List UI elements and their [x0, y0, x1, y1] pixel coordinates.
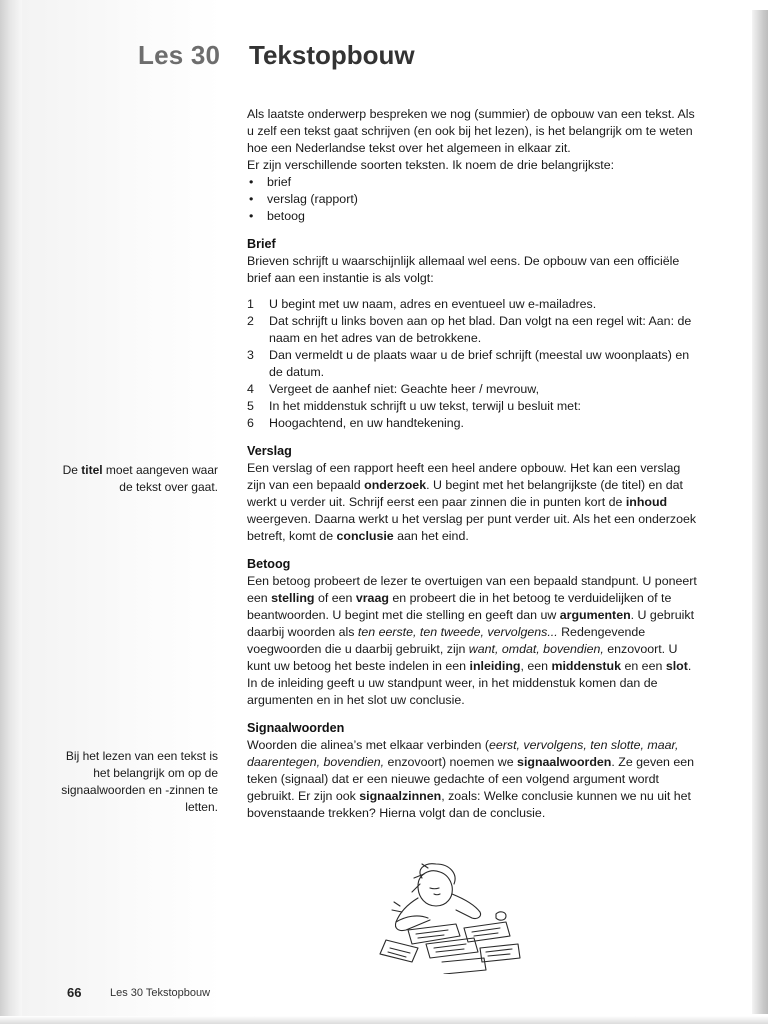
example-words: eerst, vervolgens, ten slotte, maar, daarentegen, bovendien,	[247, 738, 679, 769]
list-item	[247, 398, 697, 415]
keyword: signaalzinnen	[359, 789, 442, 803]
keyword: slot	[665, 659, 688, 673]
section-heading-verslag: Verslag	[247, 444, 292, 458]
list-item	[247, 296, 697, 313]
keyword: inleiding	[469, 659, 521, 673]
step-number: 5	[247, 399, 254, 413]
list-item	[247, 381, 697, 398]
step-number: 2	[247, 314, 254, 328]
intro-paragraph: Als laatste onderwerp bespreken we nog (summier) de opbouw van een tekst. Als u zelf een tekst gaat schrijven (en ook bij het lezen), is het belangrijk om te weten hoe een Nederlandse tekst over het algemeen in elkaar zit.	[247, 107, 695, 155]
list-item	[247, 415, 697, 432]
keyword: signaalwoorden	[517, 755, 612, 769]
keyword: argumenten	[559, 608, 631, 622]
list-item: • brief	[247, 174, 697, 191]
step-number: 1	[247, 297, 254, 311]
list-item: • betoog	[247, 208, 697, 225]
signaal-paragraph: Woorden die alinea’s met elkaar verbinden (eerst, vervolgens, ten slotte, maar, daarentegen, bovendien, enzovoort) noemen we signaalwoorden. Ze geven een teken (signaal) dat er een nieuwe gedachte of een volgend argument wordt gebruikt. Er zijn ook signaalzinnen, zoals: Welke conclusie kunnen we nu uit het bovenstaande trekken? Hierna volgt dan de conclusie.	[247, 738, 695, 820]
page-number: 66	[67, 985, 82, 1000]
step-text: Hoogachtend, en uw handtekening.	[269, 416, 464, 430]
lesson-number: Les 30	[138, 40, 221, 70]
verslag-paragraph: Een verslag of een rapport heeft een heel andere opbouw. Het kan een verslag zijn van een bepaald onderzoek. U begint met het belangrijkste (de titel) en dat werkt u verder uit. Schrijf eerst een paar zinnen die in punten kort de inhoud weergeven. Daarna werkt u het verslag per punt verder uit. Als het een onderzoek betreft, komt de conclusie aan het eind.	[247, 461, 697, 543]
keyword: vraag	[355, 591, 389, 605]
step-text: U begint met uw naam, adres en eventueel uw e-mailadres.	[269, 297, 597, 311]
keyword: onderzoek	[364, 478, 427, 492]
list-item	[247, 347, 697, 381]
step-number: 6	[247, 416, 254, 430]
keyword: conclusie	[336, 529, 394, 543]
step-text: Dan vermeldt u de plaats waar u de brief schrijft (meestal uw woonplaats) en de datum.	[269, 348, 690, 379]
example-words: ten eerste, ten tweede, vervolgens...	[357, 625, 558, 639]
brief-paragraph: Brieven schrijft u waarschijnlijk allemaal wel eens. De opbouw van een officiële brief aan een instantie is als volgt:	[247, 254, 680, 285]
student-reading-illustration	[378, 858, 546, 974]
text-types-list	[247, 174, 697, 225]
intro-lead: Er zijn verschillende soorten teksten. Ik noem de drie belangrijkste:	[247, 158, 615, 172]
brief-steps-list	[247, 296, 697, 432]
margin-shade	[22, 0, 222, 1024]
step-number: 4	[247, 382, 254, 396]
scan-shadow-right	[752, 10, 768, 1014]
list-item	[247, 313, 697, 347]
page-title: Tekstopbouw	[249, 40, 415, 70]
scan-shadow-left	[0, 0, 22, 1024]
section-heading-betoog: Betoog	[247, 557, 291, 571]
keyword: middenstuk	[551, 659, 622, 673]
example-words: want, omdat, bovendien,	[468, 642, 604, 656]
running-footer: Les 30 Tekstopbouw	[110, 987, 211, 999]
scan-shadow-bottom	[0, 1016, 768, 1024]
step-number: 3	[247, 348, 254, 362]
section-heading-signaalwoorden: Signaalwoorden	[247, 721, 345, 735]
step-text: Dat schrijft u links boven aan op het blad. Dan volgt na een regel wit: Aan: de naam en het adres van de betrokkene.	[269, 314, 692, 345]
main-text-column	[247, 106, 697, 822]
step-text: In het middenstuk schrijft u uw tekst, terwijl u besluit met:	[269, 399, 581, 413]
betoog-paragraph: Een betoog probeert de lezer te overtuigen van een bepaald standpunt. U poneert een stelling of een vraag en probeert die in het betoog te verduidelijken of te beantwoorden. U begint met die stelling en geeft dan uw argumenten. U gebruikt daarbij woorden als ten eerste, ten tweede, vervolgens... Redengevende voegwoorden die u daarbij gebruikt, zijn want, omdat, bovendien, enzovoort. U kunt uw betoog het beste indelen in een inleiding, een middenstuk en een slot. In de inleiding geeft u uw standpunt weer, in het middenstuk komen dan de argumenten en in het slot uw conclusie.	[247, 574, 697, 707]
keyword: stelling	[271, 591, 315, 605]
step-text: Vergeet de aanhef niet: Geachte heer / mevrouw,	[269, 382, 540, 396]
keyword: inhoud	[625, 495, 668, 509]
margin-note-titel: De titel moet aangeven waar de tekst over gaat.	[62, 463, 218, 494]
margin-note-lezen: Bij het lezen van een tekst is het belangrijk om op de signaalwoorden en -zinnen te letten.	[61, 749, 218, 814]
list-item: • verslag (rapport)	[247, 191, 697, 208]
section-heading-brief: Brief	[247, 237, 276, 251]
